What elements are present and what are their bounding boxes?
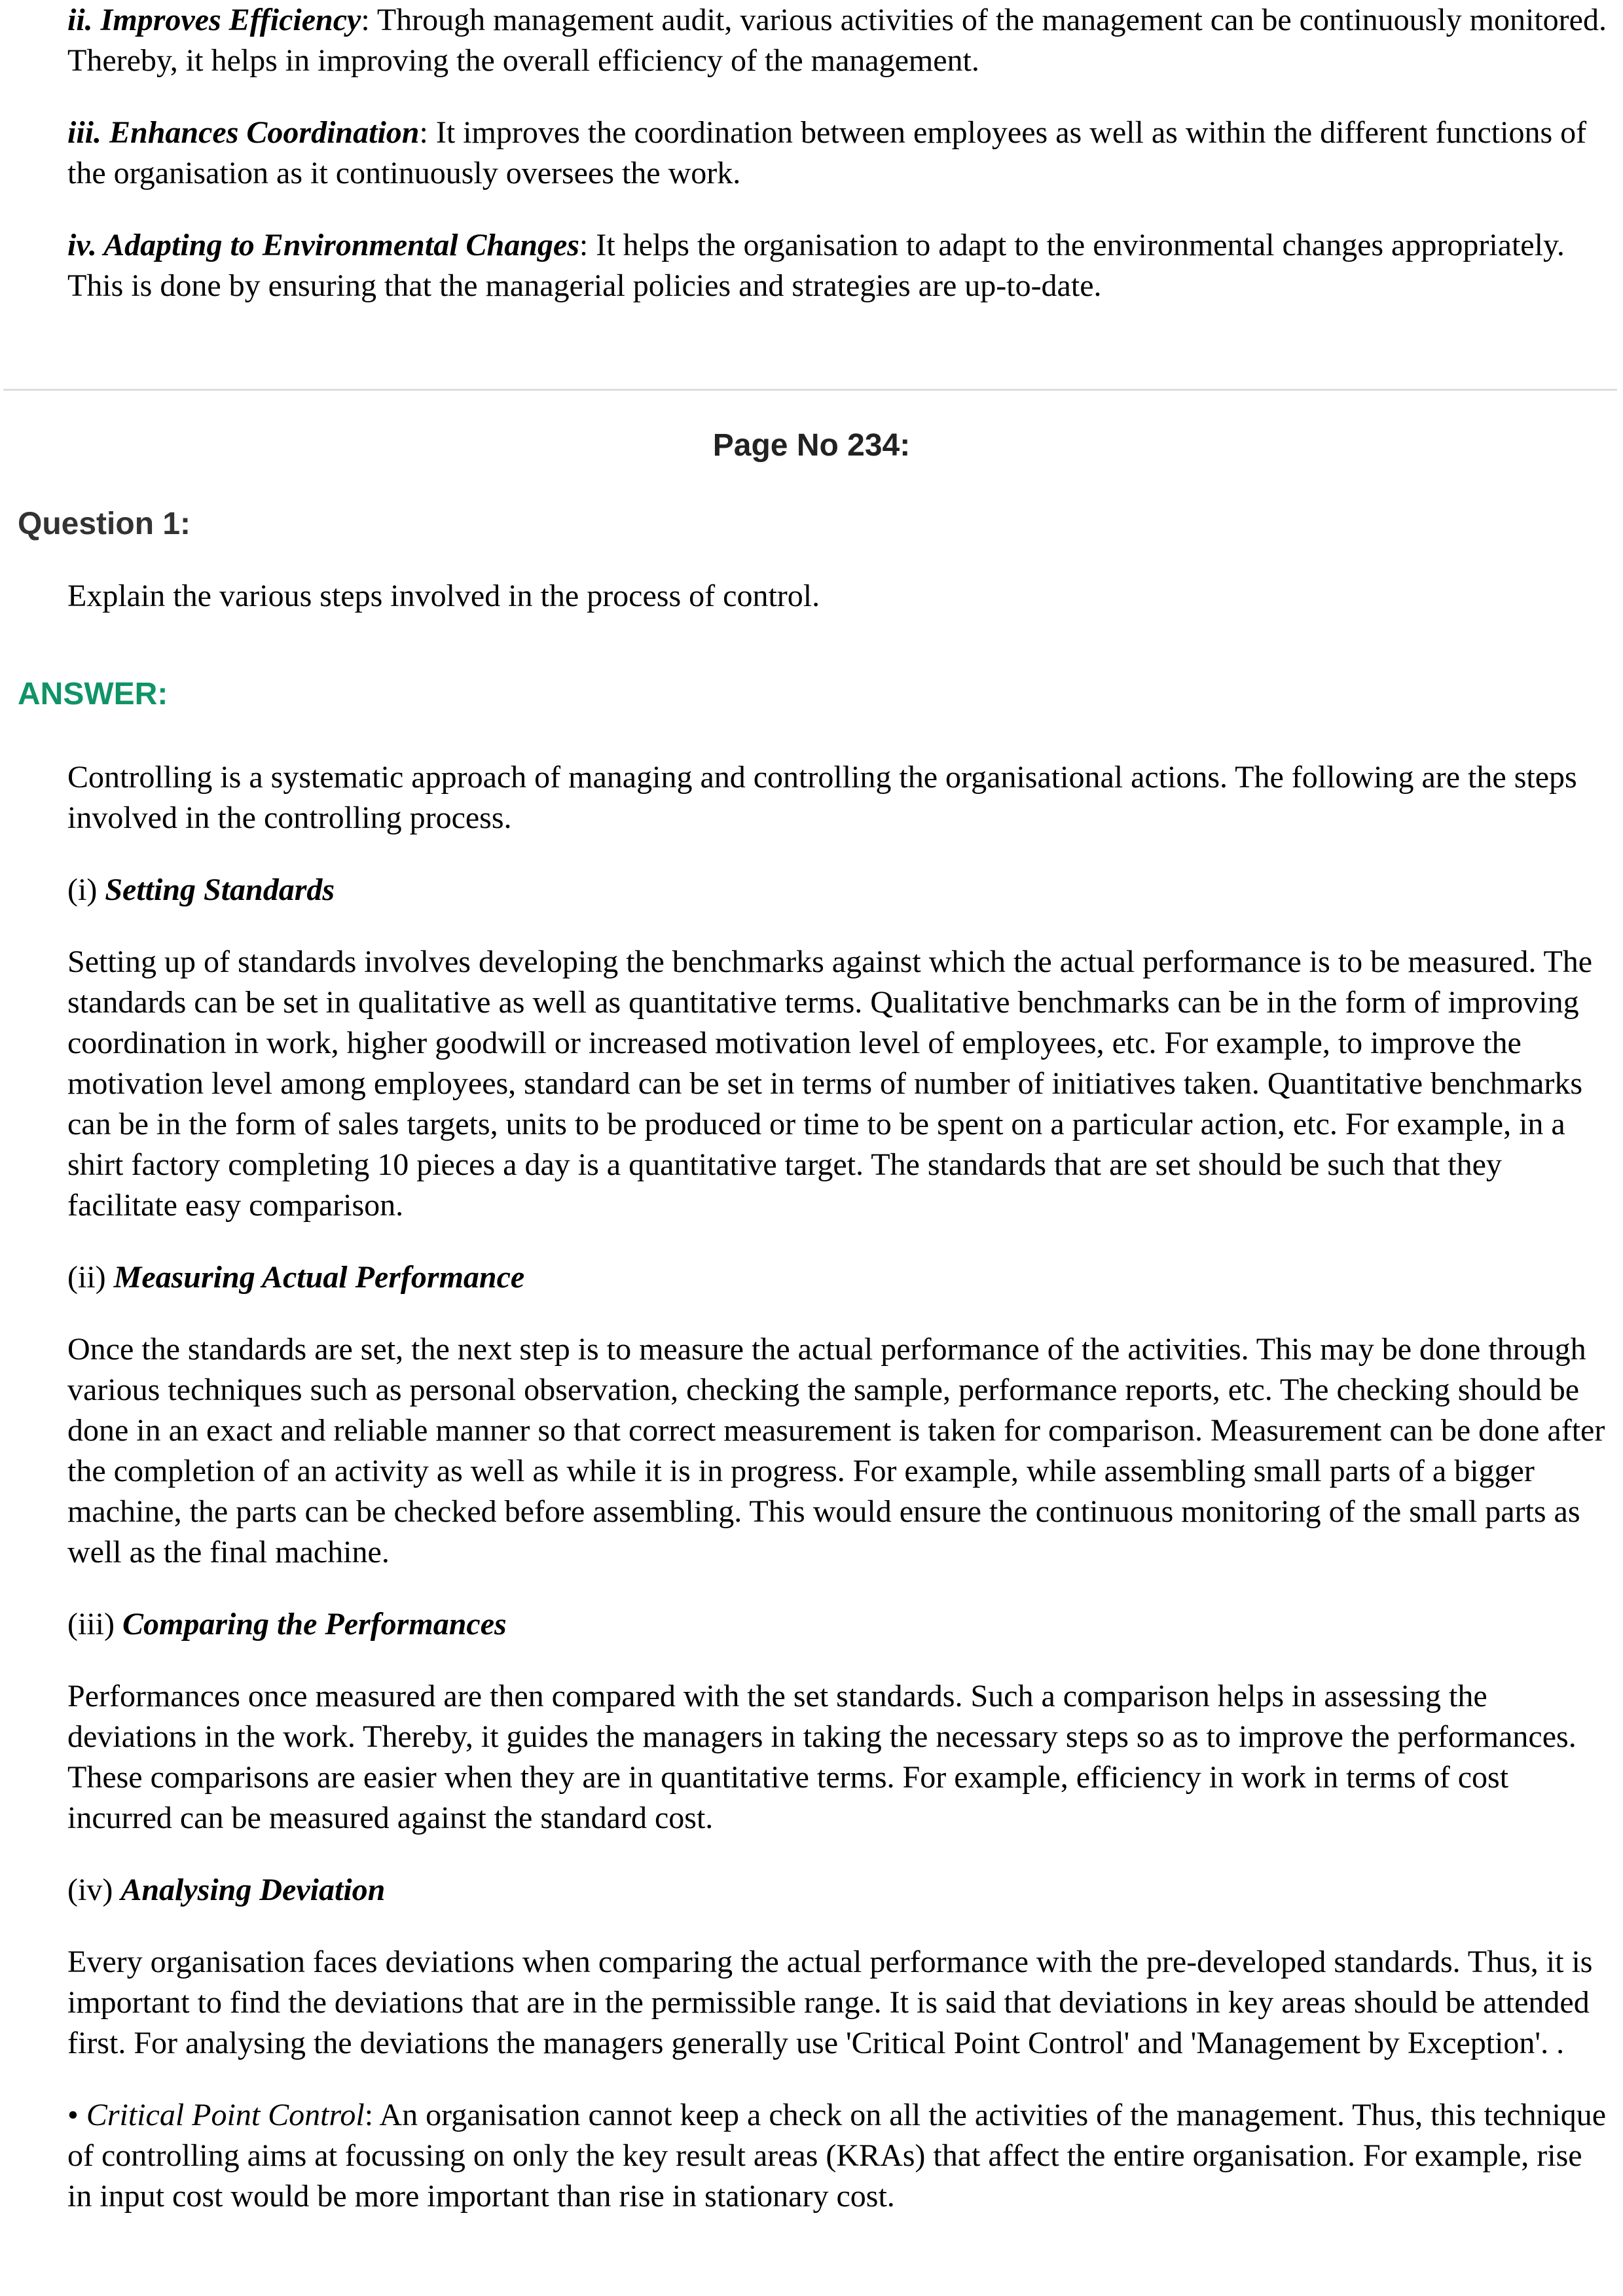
step-heading bbox=[67, 1257, 1609, 1298]
item-label: ii. Improves Efficiency bbox=[67, 3, 361, 37]
previous-answer-continuation bbox=[67, 0, 1609, 338]
step-heading bbox=[67, 870, 1609, 910]
bullet-term: Critical Point Control bbox=[86, 2098, 365, 2132]
step-title: Setting Standards bbox=[105, 872, 335, 907]
list-item bbox=[67, 113, 1609, 194]
question-body bbox=[67, 576, 1609, 648]
item-text: : Through management audit, various activities of the management can be continuously monitored. Thereby, it helps in improving the overall efficiency of the management. bbox=[67, 3, 1607, 78]
step-body: Every organisation faces deviations when comparing the actual performance with the pre-developed standards. Thus, it is important to find the deviations that are in the permissible range. It is said that deviations in key areas should be attended first. For analysing the deviations the managers generally use 'Critical Point Control' and 'Management by Exception'. . bbox=[67, 1945, 1593, 2060]
step-title: Analysing Deviation bbox=[120, 1873, 386, 1907]
step-number: (ii) bbox=[67, 1260, 114, 1295]
answer-intro: Controlling is a systematic approach of managing and controlling the organisational actions. The following are the steps involved in the controlling process. bbox=[67, 760, 1577, 835]
step-number: (iv) bbox=[67, 1873, 121, 1907]
bullet-icon: • bbox=[67, 2098, 86, 2132]
step-body: Performances once measured are then compared with the set standards. Such a comparison helps in assessing the deviations in the work. Thereby, it guides the managers in taking the necessary steps so as to improve the performances. These comparisons are easier when they are in quantitative terms. For example, efficiency in work in terms of cost incurred can be measured against the standard cost. bbox=[67, 1679, 1577, 1835]
question-heading: Question 1: bbox=[18, 507, 191, 541]
step-title: Comparing the Performances bbox=[122, 1607, 507, 1641]
item-text: : It helps the organisation to adapt to the environmental changes appropriately. This is done by ensuring that the managerial policies and strategies are up-to-date. bbox=[67, 228, 1565, 303]
step-heading bbox=[67, 1604, 1609, 1645]
answer-heading: ANSWER: bbox=[18, 677, 168, 711]
step-body: Once the standards are set, the next step is to measure the actual performance of the activities. This may be done through various techniques such as personal observation, checking the sample, performance reports, etc. The checking should be done in an exact and reliable manner so that correct measurement is taken for comparison. Measurement can be done after the completion of an activity as well as while it is in progress. For example, while assembling small parts of a bigger machine, the parts can be checked before assembling. This would ensure the continuous monitoring of the small parts as well as the final machine. bbox=[67, 1332, 1605, 1570]
question-text: Explain the various steps involved in the process of control. bbox=[67, 579, 820, 613]
item-label: iii. Enhances Coordination bbox=[67, 115, 420, 150]
bullet-text: : An organisation cannot keep a check on all the activities of the management. Thus, this technique of controlling aims at focussing on only the key result areas (KRAs) that affect the entire organisation. For example, rise in input cost would be more important than rise in stationary cost. bbox=[67, 2098, 1607, 2214]
step-heading bbox=[67, 1870, 1609, 1910]
item-label: iv. Adapting to Environmental Changes bbox=[67, 228, 579, 262]
step-body: Setting up of standards involves developing the benchmarks against which the actual performance is to be measured. The standards can be set in qualitative as well as quantitative terms. Qualitative benchmarks can be in the form of improving coordination in work, higher goodwill or increased motivation level of employees, etc. For example, to improve the motivation level among employees, standard can be set in terms of number of initiatives taken. Quantitative benchmarks can be in the form of sales targets, units to be produced or time to be spent on a particular action, etc. For example, in a shirt factory completing 10 pieces a day is a quantitative target. The standards that are set should be such that they facilitate easy comparison. bbox=[67, 944, 1593, 1223]
list-item bbox=[67, 0, 1609, 81]
item-text: : It improves the coordination between employees as well as within the different functions of the organisation as it continuously oversees the work. bbox=[67, 115, 1587, 190]
list-item bbox=[67, 225, 1609, 306]
section-divider bbox=[3, 389, 1617, 391]
step-number: (i) bbox=[67, 872, 105, 907]
step-number: (iii) bbox=[67, 1607, 122, 1641]
answer-body bbox=[67, 757, 1609, 2248]
page-number-heading: Page No 234: bbox=[712, 428, 911, 463]
bullet-item bbox=[67, 2095, 1609, 2217]
step-title: Measuring Actual Performance bbox=[113, 1260, 525, 1295]
